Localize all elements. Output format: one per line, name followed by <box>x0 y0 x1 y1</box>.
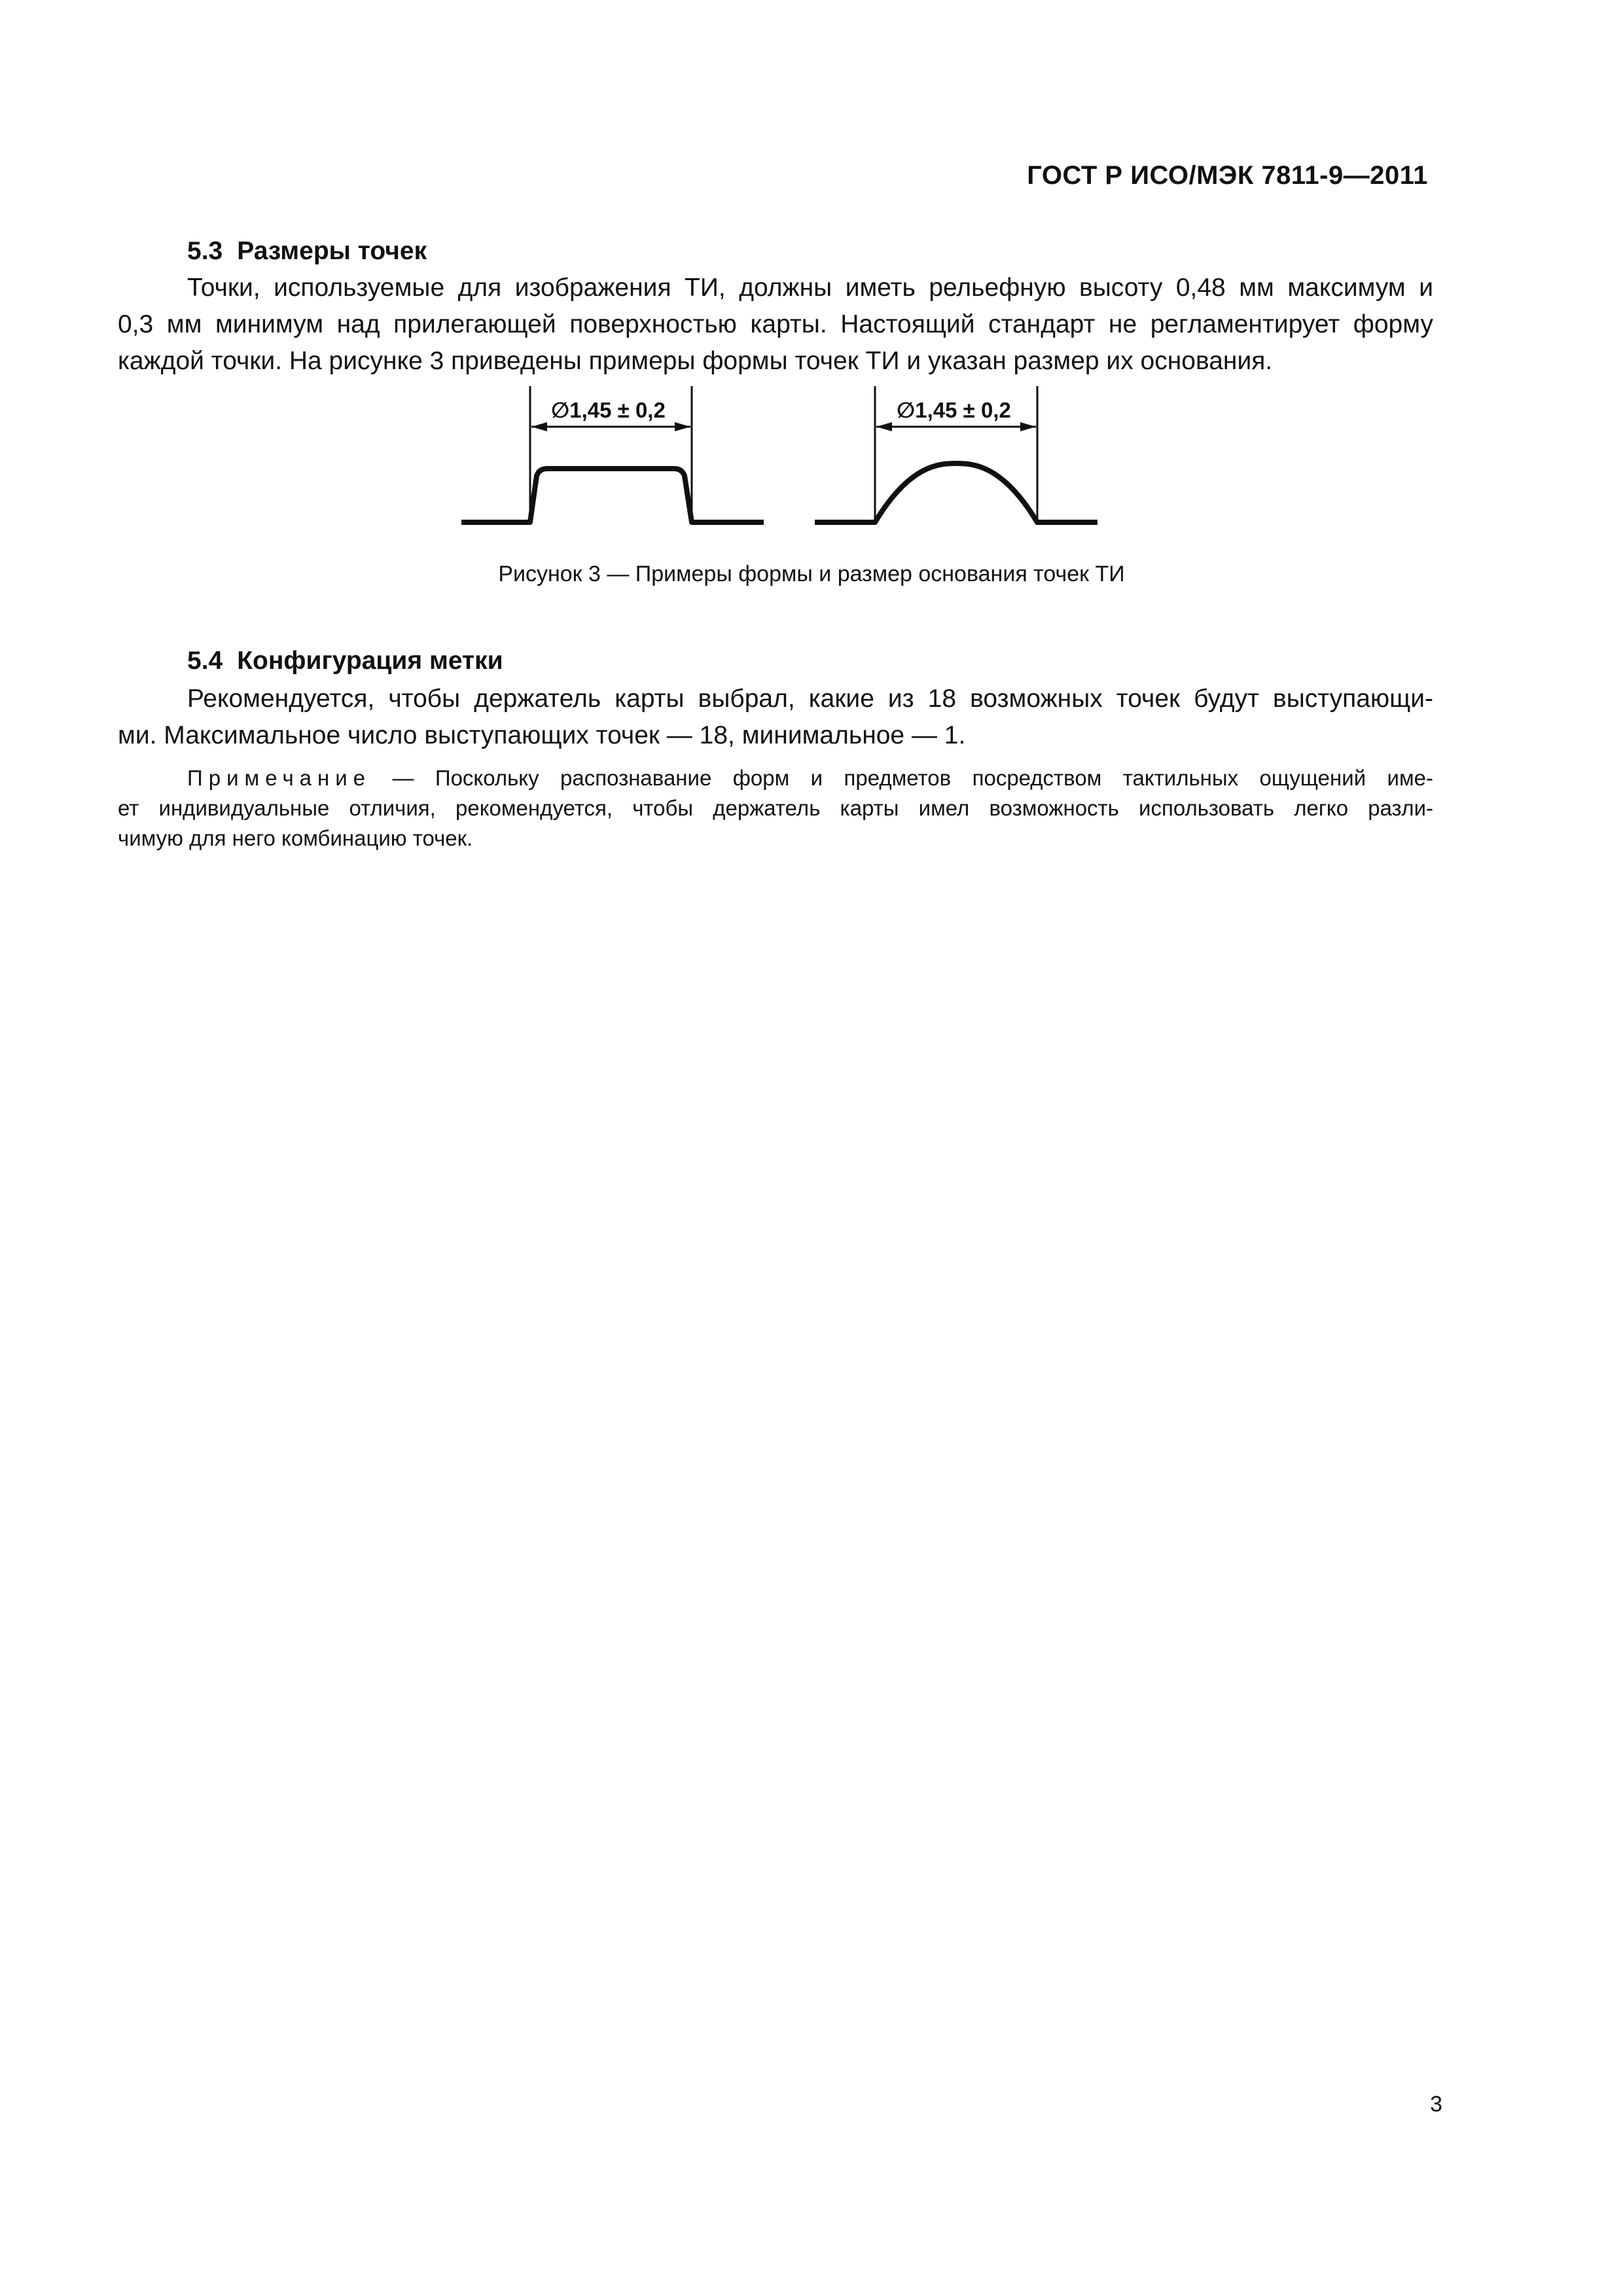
arrowhead <box>675 422 690 431</box>
note-text: — Поскольку распознавание форм и предметов посредством тактильных ощущений име- <box>392 766 1433 790</box>
section-5-3-number: 5.3 <box>187 237 223 265</box>
figure-3-caption: Рисунок 3 — Примеры формы и размер основания точек ТИ <box>498 562 1125 586</box>
paragraph-line: ми. Максимальное число выступающих точек — 18, минимальное — 1. <box>118 721 966 749</box>
arrowhead <box>531 422 547 431</box>
note-label: Примечание <box>187 766 372 790</box>
arrowhead <box>1020 422 1036 431</box>
section-5-3-paragraph <box>118 270 1433 380</box>
standard-code-header: ГОСТ Р ИСО/МЭК 7811-9—2011 <box>1027 161 1428 190</box>
page-number: 3 <box>1430 2092 1442 2117</box>
note-line: чимую для него комбинацию точек. <box>118 826 473 850</box>
section-5-4-title: Конфигурация метки <box>237 647 503 675</box>
arrowhead <box>876 422 892 431</box>
note-block <box>118 763 1433 853</box>
section-5-4-paragraph <box>118 681 1433 754</box>
figure-3-dot-profiles <box>452 386 1106 550</box>
section-5-4-number: 5.4 <box>187 647 223 675</box>
right-diameter-label: ∅1,45 ± 0,2 <box>897 398 1011 422</box>
section-5-3-heading <box>187 237 427 266</box>
paragraph-line: Точки, используемые для изображения ТИ, должны иметь рельефную высоту 0,48 мм максимум и <box>187 274 1433 302</box>
section-5-4-heading <box>187 647 503 675</box>
dome-profile-line <box>815 463 1097 522</box>
paragraph-line: Рекомендуется, чтобы держатель карты выбрал, какие из 18 возможных точек будут выступающи- <box>187 685 1433 713</box>
note-line <box>118 763 1433 793</box>
section-5-3-title: Размеры точек <box>237 237 427 265</box>
note-line: ет индивидуальные отличия, рекомендуется, чтобы держатель карты имел возможность использовать легко разли- <box>118 796 1433 820</box>
flat-top-profile-line <box>461 469 764 522</box>
paragraph-line: 0,3 мм минимум над прилегающей поверхностью карты. Настоящий стандарт не регламентирует форму <box>118 310 1433 338</box>
paragraph-line: каждой точки. На рисунке 3 приведены примеры формы точек ТИ и указан размер их основания. <box>118 347 1273 375</box>
left-diameter-label: ∅1,45 ± 0,2 <box>551 398 666 422</box>
